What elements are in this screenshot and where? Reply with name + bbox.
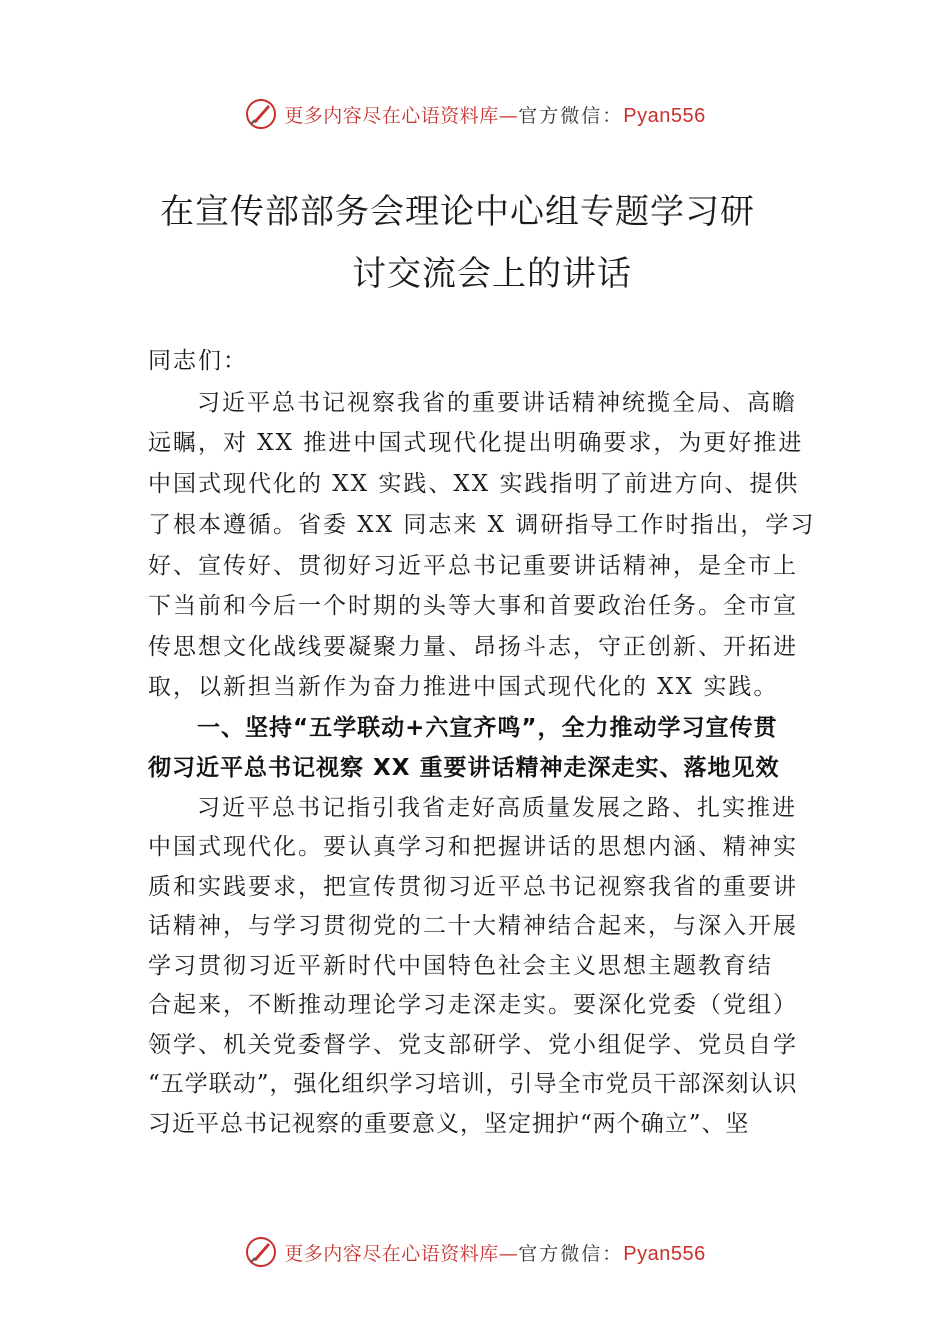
salutation: 同志们：: [148, 348, 248, 374]
watermark-banner-bottom: [0, 1232, 950, 1272]
para2-line: 质和实践要求，把宣传贯彻习近平总书记视察我省的重要讲: [148, 874, 798, 900]
para2-line: 习近平总书记指引我省走好高质量发展之路、扎实推进: [197, 795, 797, 821]
title-line-1: 在宣传部部务会理论中心组专题学习研: [160, 192, 755, 232]
para1-line: 习近平总书记视察我省的重要讲话精神统揽全局、高瞻: [197, 390, 797, 416]
para2-line: 学习贯彻习近平新时代中国特色社会主义思想主题教育结: [148, 953, 773, 979]
watermark-text: 更多内容尽在心语资料库—官方微信：Pyan556: [284, 104, 706, 127]
section-heading-line: 彻习近平总书记视察 XX 重要讲话精神走深走实、落地见效: [148, 755, 780, 781]
watermark-text: 更多内容尽在心语资料库—官方微信：Pyan556: [284, 1242, 706, 1265]
para2-line: 话精神，与学习贯彻党的二十大精神结合起来，与深入开展: [148, 913, 798, 939]
quill-logo-icon: [244, 1235, 278, 1269]
para1-line: 取，以新担当新作为奋力推进中国式现代化的 XX 实践。: [148, 674, 779, 700]
para2-line: 领学、机关党委督学、党支部研学、党小组促学、党员自学: [148, 1032, 798, 1058]
para2-line: 习近平总书记视察的重要意义，坚定拥护“两个确立”、坚: [148, 1111, 750, 1137]
section-heading-line: 一、坚持“五学联动+六宣齐鸣”，全力推动学习宣传贯: [197, 715, 778, 741]
para1-line: 传思想文化战线要凝聚力量、昂扬斗志，守正创新、开拓进: [148, 634, 798, 660]
para1-line: 中国式现代化的 XX 实践、XX 实践指明了前进方向、提供: [148, 471, 800, 497]
para2-line: “五学联动”，强化组织学习培训，引导全市党员干部深刻认识: [148, 1071, 798, 1097]
para1-line: 好、宣传好、贯彻好习近平总书记重要讲话精神，是全市上: [148, 553, 798, 579]
para1-line: 下当前和今后一个时期的头等大事和首要政治任务。全市宣: [148, 593, 798, 619]
para2-line: 中国式现代化。要认真学习和把握讲话的思想内涵、精神实: [148, 834, 798, 860]
title-line-2: 讨交流会上的讲话: [352, 254, 632, 294]
quill-logo-icon: [244, 97, 278, 131]
para1-line: 了根本遵循。省委 XX 同志来 X 调研指导工作时指出，学习: [148, 512, 816, 538]
para1-line: 远瞩，对 XX 推进中国式现代化提出明确要求，为更好推进: [148, 430, 804, 456]
para2-line: 合起来，不断推动理论学习走深走实。要深化党委（党组）: [148, 992, 798, 1018]
watermark-banner-top: [0, 94, 950, 134]
